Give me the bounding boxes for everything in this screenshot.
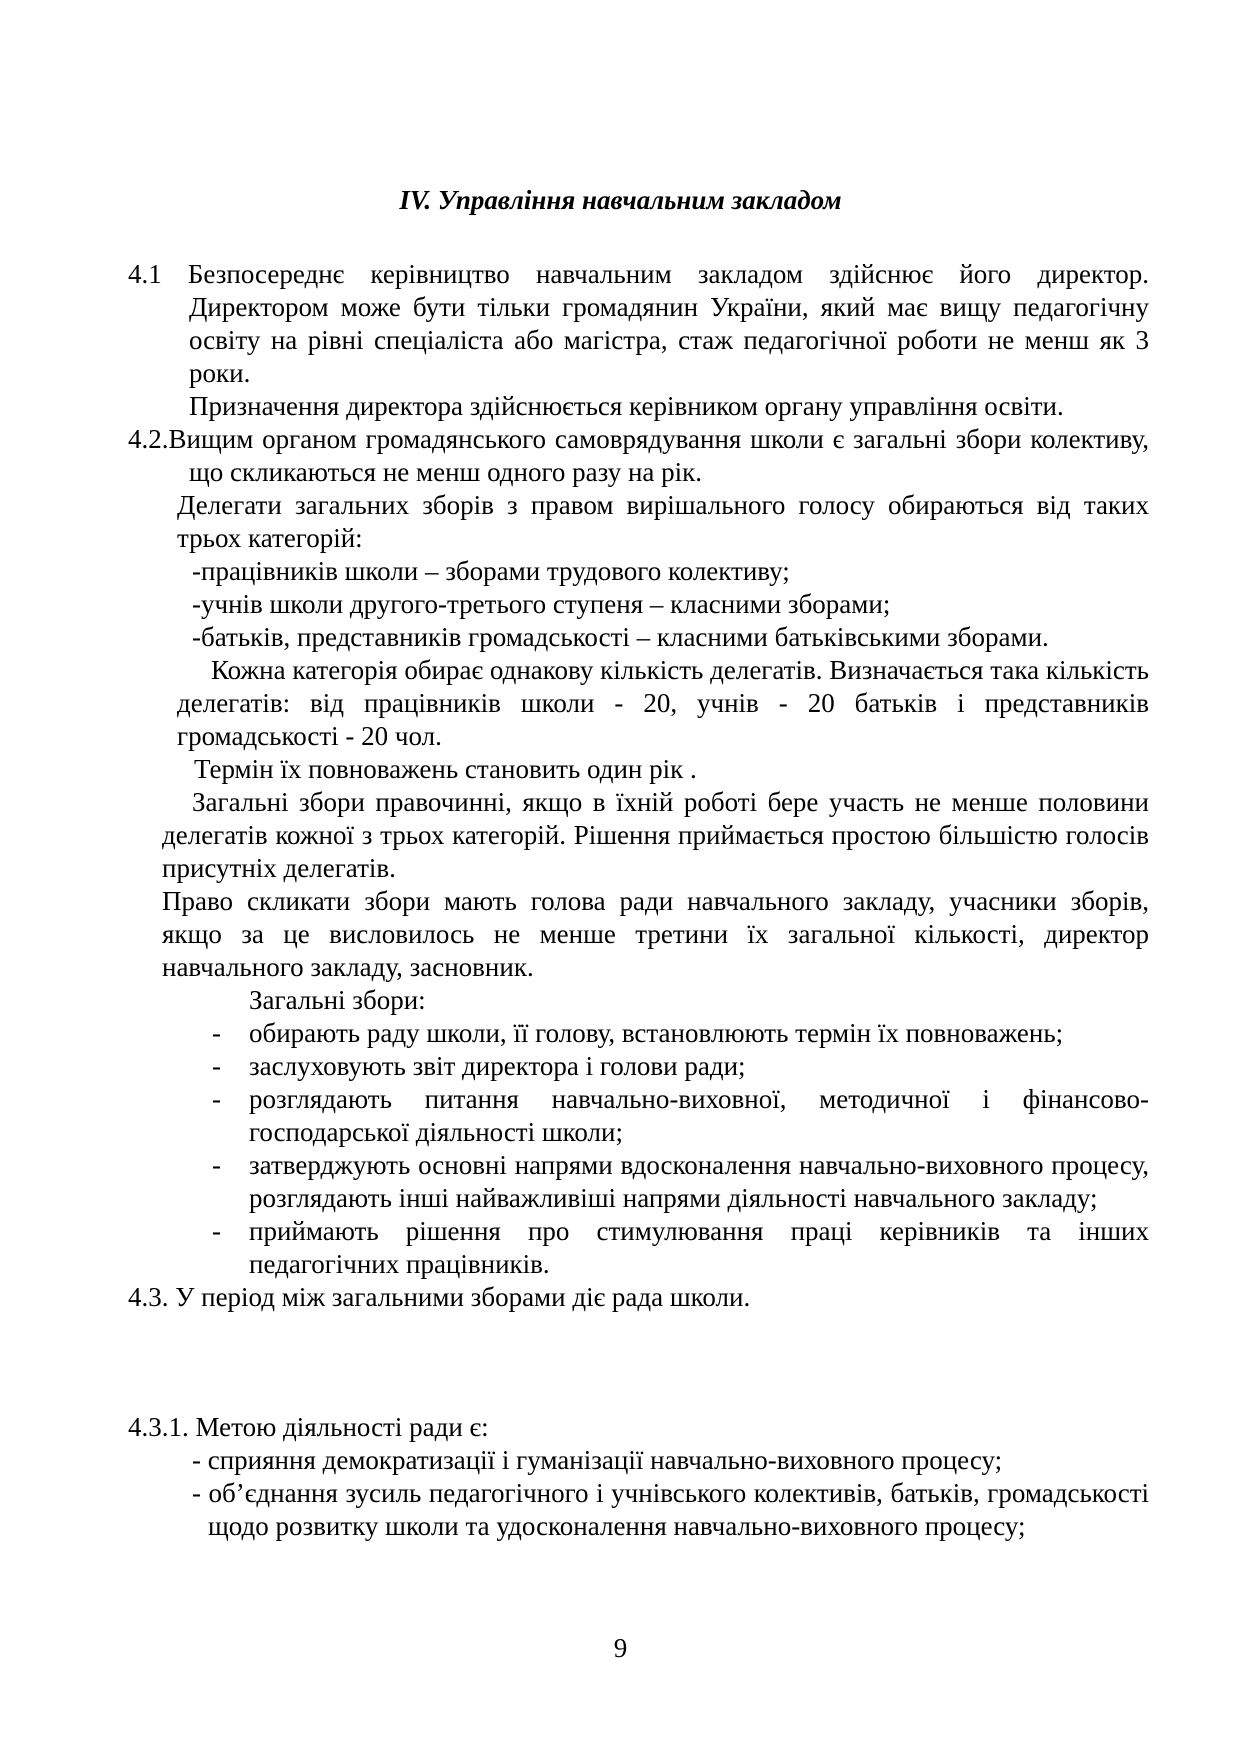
clause-4-2-delegates: Делегати загальних зборів з правом вирішального голосу обираються від таких трьох категорій: — [177, 490, 1149, 553]
clause-4-1: 4.1 Безпосереднє керівництво навчальним закладом здійснює його директор. Директором може бути тільки громадянин України, який має вищу педагогічну освіту на рівні спеціаліста або магістра, стаж педагогічної роботи не менш як 3 роки. — [128, 259, 1149, 388]
page-content — [128, 258, 1149, 1543]
list-item: - приймають рішення про стимулювання праці керівників та інших педагогічних працівників. — [249, 1215, 1149, 1281]
category-students: -учнів школи другого-третього ступеня – класними зборами; — [192, 589, 891, 619]
clause-4-1-appointment: Призначення директора здійснюється керівником органу управління освіти. — [189, 391, 1064, 421]
goal-item: - об’єднання зусиль педагогічного і учнівського колективів, батьків, громадськості щодо розвитку школи та удосконалення навчально-виховного процесу; — [192, 1478, 1149, 1541]
category-parents: -батьків, представників громадськості – класними батьківськими зборами. — [192, 622, 1049, 652]
list-item: - заслуховують звіт директора і голови ради; — [249, 1050, 1149, 1083]
section-heading: IV. Управління навчальним закладом — [399, 185, 842, 215]
clause-4-2-quota: Кожна категорія обирає однакову кількість делегатів. Визначається така кількість делегатів: від працівників школи - 20, учнів - 20 батьків і представників громадськості - 20 чол. — [177, 655, 1149, 751]
category-workers: -працівників школи – зборами трудового колективу; — [192, 556, 790, 586]
clause-4-2-convening: Право скликати збори мають голова ради навчального закладу, учасники зборів, якщо за це висловилось не менше третини їх загальної кількості, директор навчального закладу, засновник. — [162, 886, 1149, 982]
clause-4-2: 4.2.Вищим органом громадянського самоврядування школи є загальні збори колективу, що скликаються не менш одного разу на рік. — [128, 424, 1149, 487]
clause-4-3: 4.3. У період між загальними зборами діє рада школи. — [128, 1282, 751, 1312]
assembly-powers-list — [128, 1017, 1149, 1281]
assembly-list-title: Загальні збори: — [249, 985, 426, 1015]
clause-4-2-term: Термін їх повноважень становить один рік . — [194, 754, 697, 784]
list-item: - затверджують основні напрями вдосконалення навчально-виховного процесу, розглядають інші найважливіші напрями діяльності навчального закладу; — [249, 1149, 1149, 1215]
clause-4-3-1-title: 4.3.1. Метою діяльності ради є: — [128, 1412, 489, 1442]
clause-4-2-quorum: Загальні збори правочинні, якщо в їхній роботі бере участь не менше половини делегатів кожної з трьох категорій. Рішення приймається простою більшістю голосів присутніх делегатів. — [162, 787, 1149, 883]
page-number: 9 — [613, 1633, 628, 1663]
list-item: - обирають раду школи, її голову, встановлюють термін їх повноважень; — [249, 1017, 1149, 1050]
spacer — [128, 1314, 1149, 1411]
list-item: - розглядають питання навчально-виховної, методичної і фінансово-господарської діяльності школи; — [249, 1083, 1149, 1149]
goal-item: - сприяння демократизації і гуманізації навчально-виховного процесу; — [192, 1445, 1003, 1475]
